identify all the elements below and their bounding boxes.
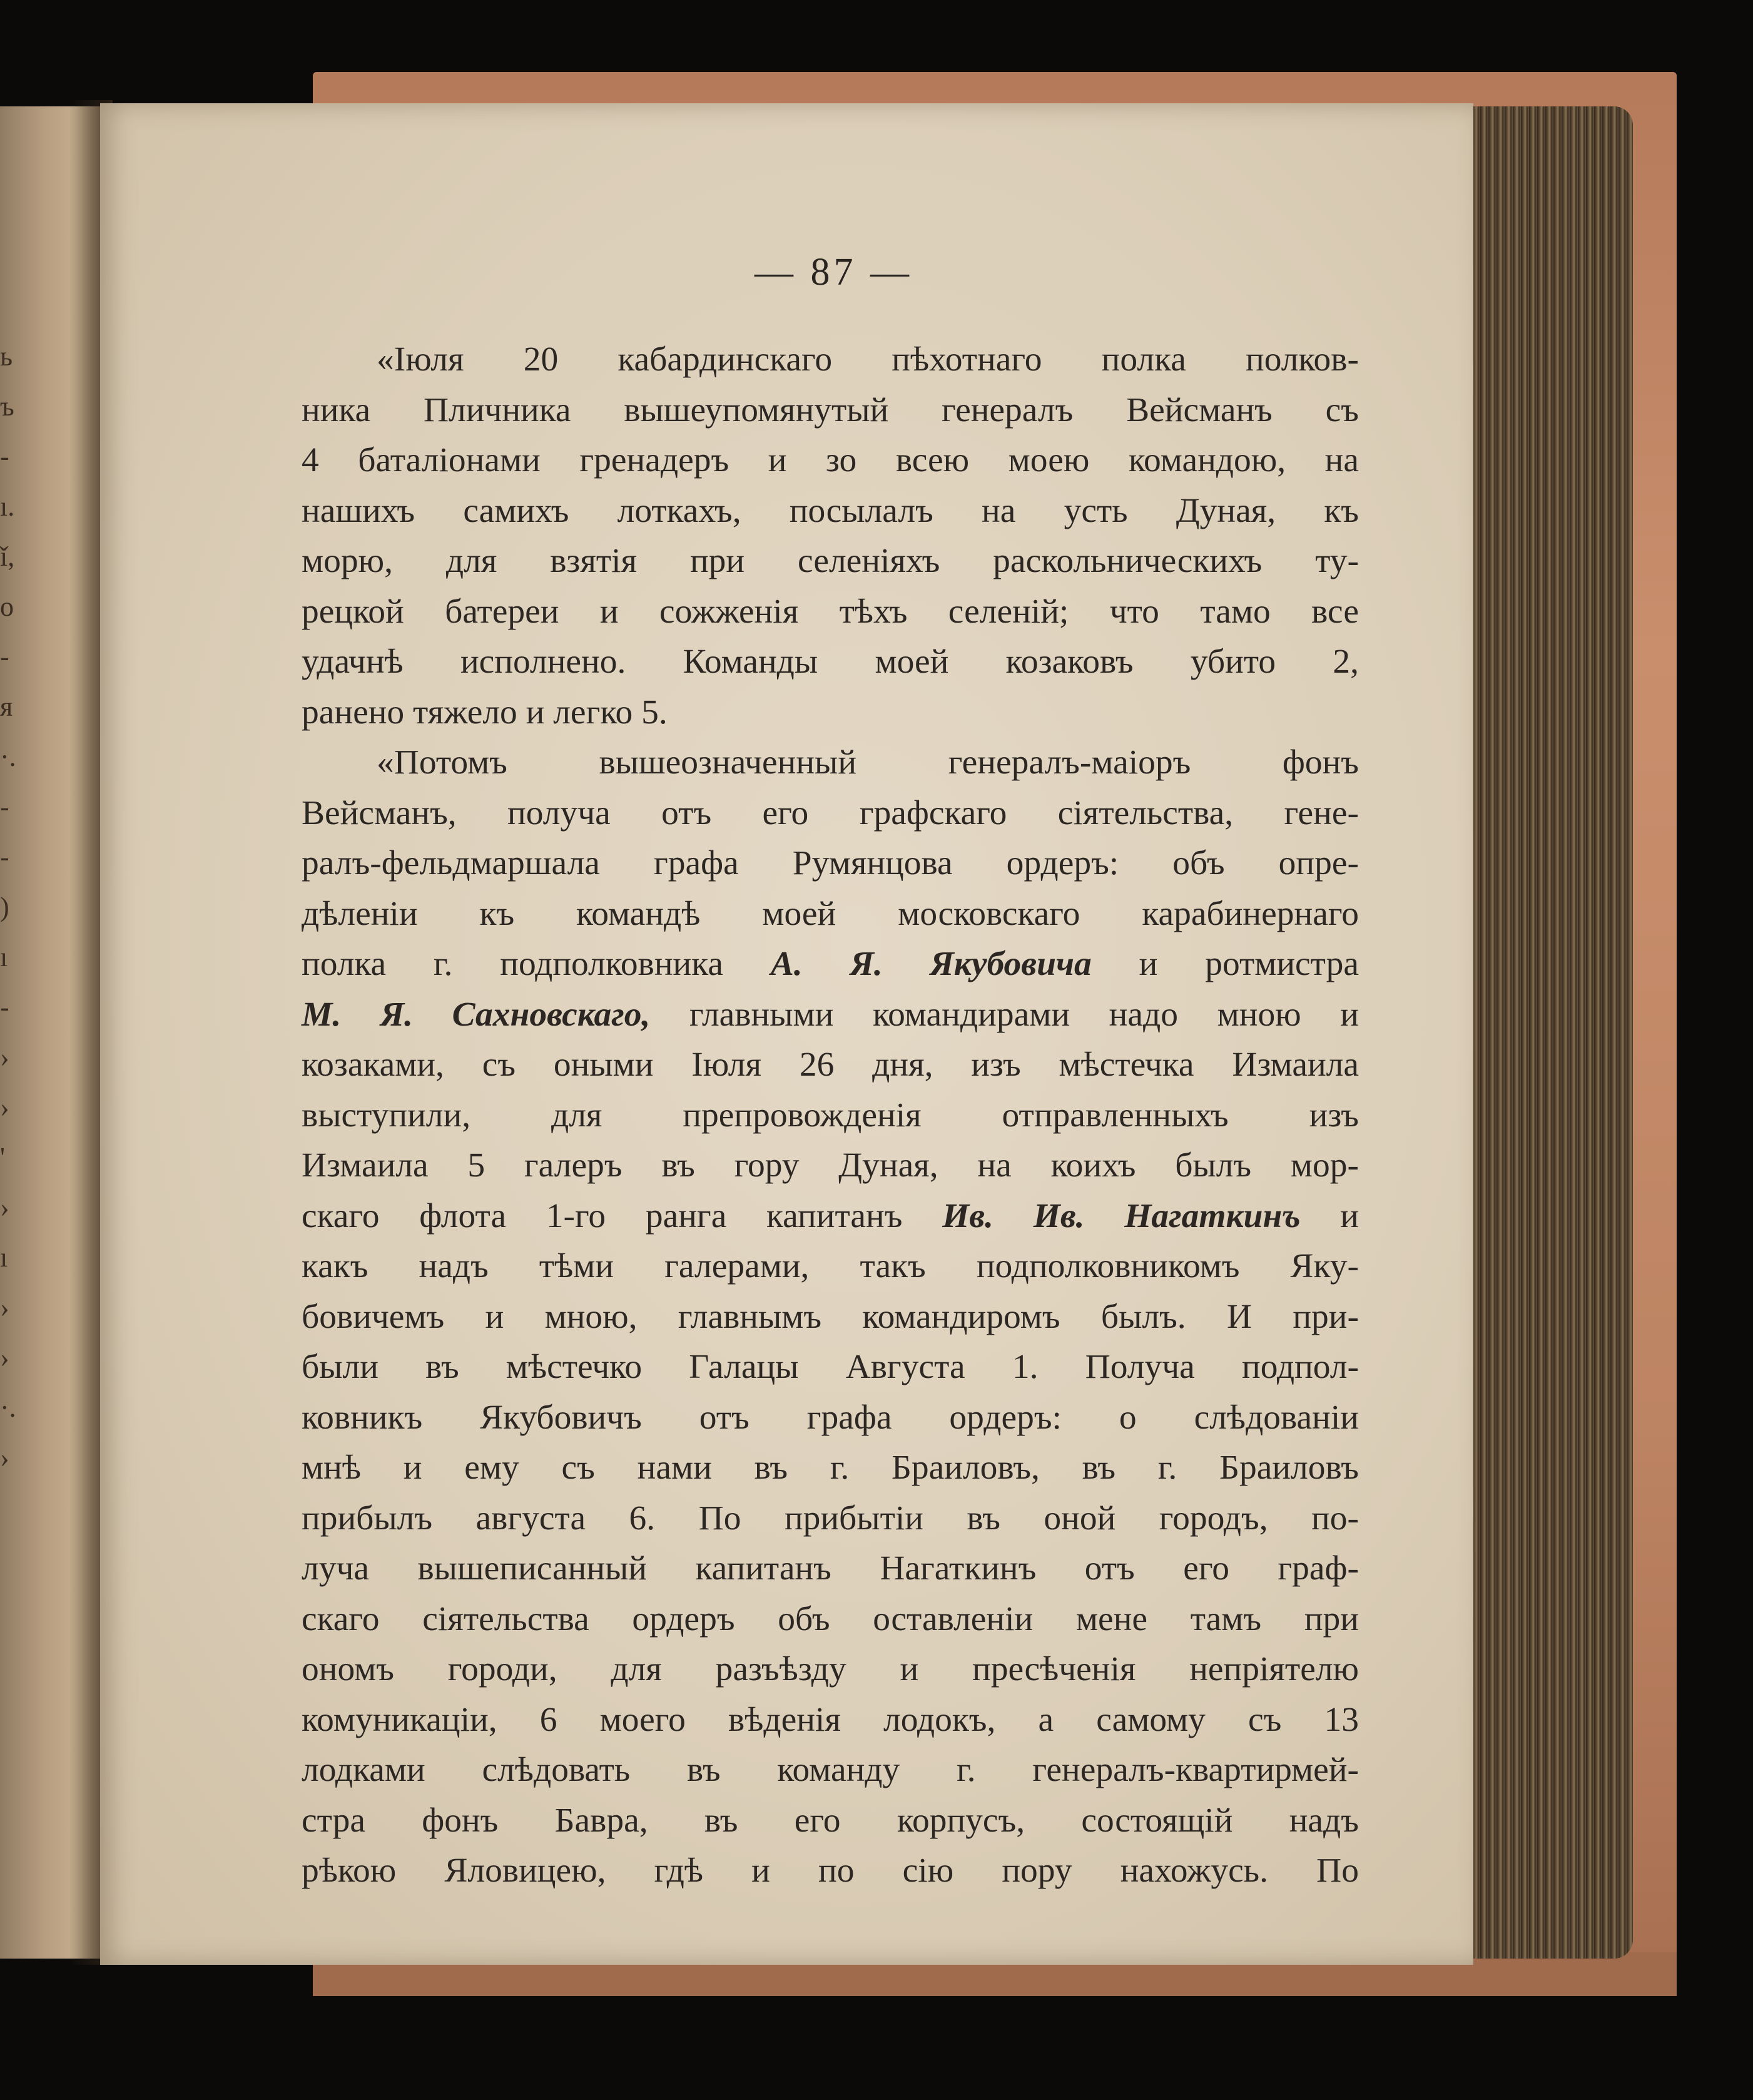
text-line	[302, 637, 1359, 688]
previous-page-text-edge	[0, 332, 25, 1483]
page-text	[302, 335, 1359, 1897]
text-segment: ковникъ Якубовичъ отъ графа ордеръ: о слѣдованіи	[302, 1398, 1359, 1437]
edge-char: -	[0, 792, 9, 822]
text-segment: удачнѣ исполнено. Команды моей козаковъ убито 2,	[302, 643, 1359, 681]
text-line	[302, 1393, 1359, 1444]
text-line	[302, 1494, 1359, 1544]
text-segment: скаго флота 1-го ранга капитанъ	[302, 1196, 943, 1235]
text-segment: дѣленіи къ командѣ моей московскаго карабинернаго	[302, 894, 1359, 933]
text-segment: комуникаціи, 6 моего вѣденія лодокъ, а самому съ 13	[302, 1700, 1359, 1739]
edge-char: ›	[0, 1342, 9, 1373]
text-line	[302, 1544, 1359, 1594]
text-segment: Вейсманъ, получа отъ его графскаго сіятельства, гене-	[302, 793, 1359, 832]
text-line	[302, 1091, 1359, 1141]
text-segment: и	[1300, 1196, 1359, 1235]
text-segment: выступили, для препровожденія отправленныхъ изъ	[302, 1096, 1359, 1134]
text-line	[302, 587, 1359, 638]
text-segment: Измаила 5 галеръ въ гору Дуная, на коихъ былъ мор-	[302, 1146, 1359, 1185]
edge-char: ›	[0, 1292, 9, 1323]
text-line	[302, 1796, 1359, 1847]
edge-char: -	[0, 842, 9, 872]
text-segment: рѣкою Яловицею, гдѣ и по сію пору нахожусь. По	[302, 1852, 1359, 1890]
text-segment: и ротмистра	[1091, 945, 1359, 983]
italic-name: А. Я. Якубовича	[770, 945, 1092, 983]
text-segment: морю, для взятія при селеніяхъ раскольническихъ ту-	[302, 542, 1359, 580]
text-segment: козаками, съ оными Іюля 26 дня, изъ мѣстечка Измаила	[302, 1046, 1359, 1084]
edge-char: ь	[0, 341, 13, 372]
edge-char: ·.	[0, 1392, 16, 1423]
text-segment: стра фонъ Бавра, въ его корпусъ, состоящій надъ	[302, 1801, 1359, 1840]
text-segment: луча вышеписанный капитанъ Нагаткинъ отъ его граф-	[302, 1549, 1359, 1588]
text-line	[302, 990, 1359, 1041]
text-line	[302, 1040, 1359, 1091]
edge-char: ›	[0, 1442, 9, 1473]
text-segment: главными командирами надо мною и	[650, 995, 1359, 1034]
text-line	[302, 1443, 1359, 1494]
text-segment: «Іюля 20 кабардинскаго пѣхотнаго полка полков-	[377, 340, 1359, 379]
text-line	[302, 838, 1359, 889]
edge-char: )	[0, 892, 9, 922]
edge-char: '	[0, 1142, 5, 1173]
edge-char: -	[0, 641, 9, 672]
text-line	[302, 1846, 1359, 1897]
page-number: — 87 —	[755, 251, 913, 293]
edge-char: ·.	[0, 742, 16, 772]
page-block-edges	[1464, 106, 1633, 1959]
edge-char: ǐ,	[0, 541, 15, 572]
edge-char: ›	[0, 1192, 9, 1223]
text-segment: мнѣ и ему съ нами въ г. Браиловъ, въ г. Браиловъ	[302, 1449, 1359, 1487]
text-segment: прибылъ августа 6. По прибытіи въ оной городъ, по-	[302, 1499, 1359, 1537]
italic-name: М. Я. Сахновскаго,	[302, 995, 651, 1034]
text-segment: какъ надъ тѣми галерами, такъ подполковникомъ Яку-	[302, 1247, 1359, 1285]
text-segment: ника Пличника вышеупомянутый генералъ Вейсманъ съ	[302, 390, 1359, 429]
text-line	[302, 436, 1359, 486]
text-line	[302, 688, 1359, 738]
text-line	[302, 889, 1359, 940]
text-line	[302, 939, 1359, 990]
edge-char: -	[0, 441, 9, 472]
text-segment: полка г. подполковника	[302, 945, 771, 983]
edge-char: ı.	[0, 491, 15, 522]
italic-name: Ив. Ив. Нагаткинъ	[942, 1196, 1301, 1235]
text-line	[302, 335, 1359, 385]
text-line	[302, 1695, 1359, 1746]
edge-char: ›	[0, 1092, 9, 1123]
edge-char: ı	[0, 1242, 8, 1273]
text-segment: ранено тяжело и легко 5.	[302, 693, 668, 731]
edge-char: я	[0, 691, 13, 722]
text-line	[302, 1191, 1359, 1242]
text-line	[302, 486, 1359, 537]
text-segment: «Потомъ вышеозначенный генералъ-маіоръ фонъ	[377, 743, 1359, 782]
text-line	[302, 1141, 1359, 1191]
edge-char: ъ	[0, 391, 14, 422]
book-page	[100, 103, 1473, 1965]
text-line	[302, 385, 1359, 436]
text-segment: были въ мѣстечко Галацы Августа 1. Получа подпол-	[302, 1348, 1359, 1386]
text-line	[302, 1292, 1359, 1343]
text-segment: скаго сіятельства ордеръ объ оставленіи мене тамъ при	[302, 1599, 1359, 1638]
edge-char: o	[0, 591, 14, 622]
edge-char: ›	[0, 1042, 9, 1073]
text-line	[302, 1594, 1359, 1645]
text-line	[302, 1241, 1359, 1292]
text-segment: ономъ городи, для разъѣзду и пресѣченія непріятелю	[302, 1650, 1359, 1688]
text-line	[302, 738, 1359, 788]
text-line	[302, 536, 1359, 587]
edge-char: ı	[0, 942, 8, 972]
text-segment: ралъ-фельдмаршала графа Румянцова ордеръ: объ опре-	[302, 844, 1359, 882]
text-line	[302, 788, 1359, 839]
edge-char: -	[0, 992, 9, 1022]
text-line	[302, 1342, 1359, 1393]
text-segment: бовичемъ и мною, главнымъ командиромъ былъ. И при-	[302, 1297, 1359, 1336]
text-line	[302, 1745, 1359, 1796]
text-line	[302, 1644, 1359, 1695]
text-segment: лодками слѣдовать въ команду г. генералъ-квартирмей-	[302, 1751, 1359, 1789]
text-segment: нашихъ самихъ лоткахъ, посылалъ на усть Дуная, къ	[302, 491, 1359, 530]
text-segment: рецкой батереи и сожженія тѣхъ селеній; что тамо все	[302, 592, 1359, 631]
text-segment: 4 баталіонами гренадеръ и зо всею моею командою, на	[302, 441, 1359, 479]
